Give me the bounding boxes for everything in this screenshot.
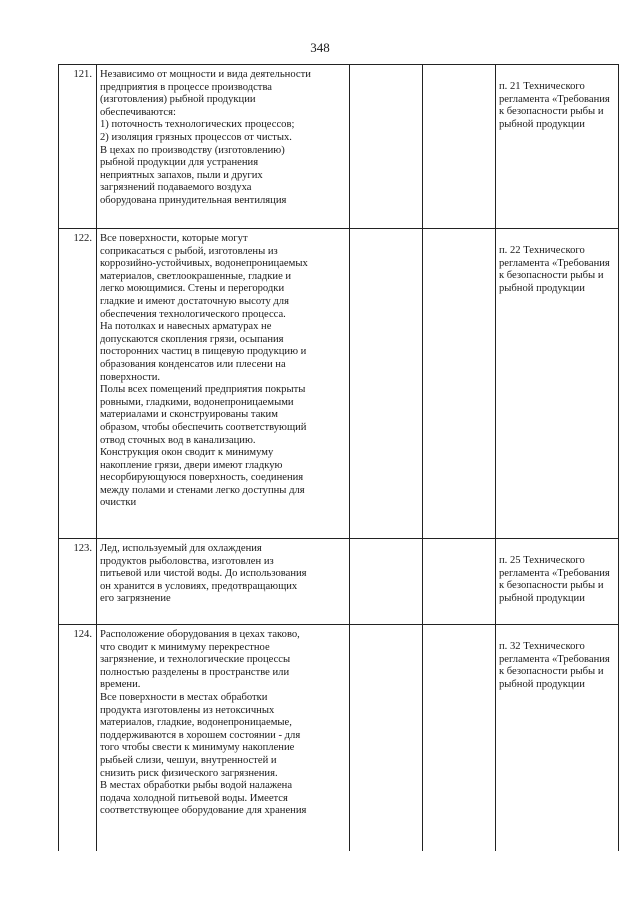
empty-cell <box>423 229 496 539</box>
empty-cell <box>350 539 423 625</box>
requirement-text: Независимо от мощности и вида деятельности предприятия в процессе производства (изготовления) рыбной продукции обеспечиваются: 1) поточность технологических процессов; 2) изоляция грязных процессов от чистых. В цехах по производству (изготовлению) рыбной продукции для устранения неприятных запахов, пыли и других загрязнений подаваемого воздуха оборудована принудительная вентиляция <box>97 65 350 229</box>
empty-cell <box>423 539 496 625</box>
empty-cell <box>423 65 496 229</box>
empty-cell <box>350 65 423 229</box>
page-number: 348 <box>310 40 330 55</box>
table-row <box>59 65 619 229</box>
regulation-reference: п. 21 Технического регламента «Требования к безопасности рыбы и рыбной продукции <box>496 65 619 229</box>
empty-cell <box>423 625 496 851</box>
regulation-reference: п. 32 Технического регламента «Требования к безопасности рыбы и рыбной продукции <box>496 625 619 851</box>
requirement-text: Все поверхности, которые могут соприкасаться с рыбой, изготовлены из коррозийно-устойчивых, водонепроницаемых материалов, светлоокрашенные, гладкие и легко моющимися. Стены и перегородки гладкие и имеют достаточную высоту для обеспечения технологического процесса. На потолках и навесных арматурах не допускаются скопления грязи, осыпания посторонних частиц в пищевую продукцию и образования конденсатов или плесени на поверхности. Полы всех помещений предприятия покрыты ровными, гладкими, водонепроницаемыми материалами и сконструированы таким образом, чтобы обеспечить соответствующий отвод сточных вод в канализацию. Конструкция окон сводит к минимуму накопление грязи, двери имеют гладкую несорбирующуюся поверхность, соединения между полами и стенами легко доступны для очистки <box>97 229 350 539</box>
regulation-reference: п. 25 Технического регламента «Требования к безопасности рыбы и рыбной продукции <box>496 539 619 625</box>
requirements-table <box>58 64 619 851</box>
requirement-text: Лед, используемый для охлаждения продуктов рыболовства, изготовлен из питьевой или чистой воды. До использования он хранится в условиях, предотвращающих его загрязнение <box>97 539 350 625</box>
row-number: 123. <box>59 539 97 625</box>
requirement-text: Расположение оборудования в цехах таково, что сводит к минимуму перекрестное загрязнение, и технологические процессы полностью разделены в пространстве или времени. Все поверхности в местах обработки продукта изготовлены из нетоксичных материалов, гладкие, водонепроницаемые, поддерживаются в хорошем состоянии - для того чтобы свести к минимуму накопление рыбьей слизи, чешуи, внутренностей и снизить риск физического загрязнения. В местах обработки рыбы водой налажена подача холодной питьевой воды. Имеется соответствующее оборудование для хранения <box>97 625 350 851</box>
empty-cell <box>350 625 423 851</box>
table-row <box>59 229 619 539</box>
table-row <box>59 625 619 851</box>
regulation-reference: п. 22 Технического регламента «Требования к безопасности рыбы и рыбной продукции <box>496 229 619 539</box>
empty-cell <box>350 229 423 539</box>
row-number: 124. <box>59 625 97 851</box>
table-row <box>59 539 619 625</box>
row-number: 121. <box>59 65 97 229</box>
row-number: 122. <box>59 229 97 539</box>
